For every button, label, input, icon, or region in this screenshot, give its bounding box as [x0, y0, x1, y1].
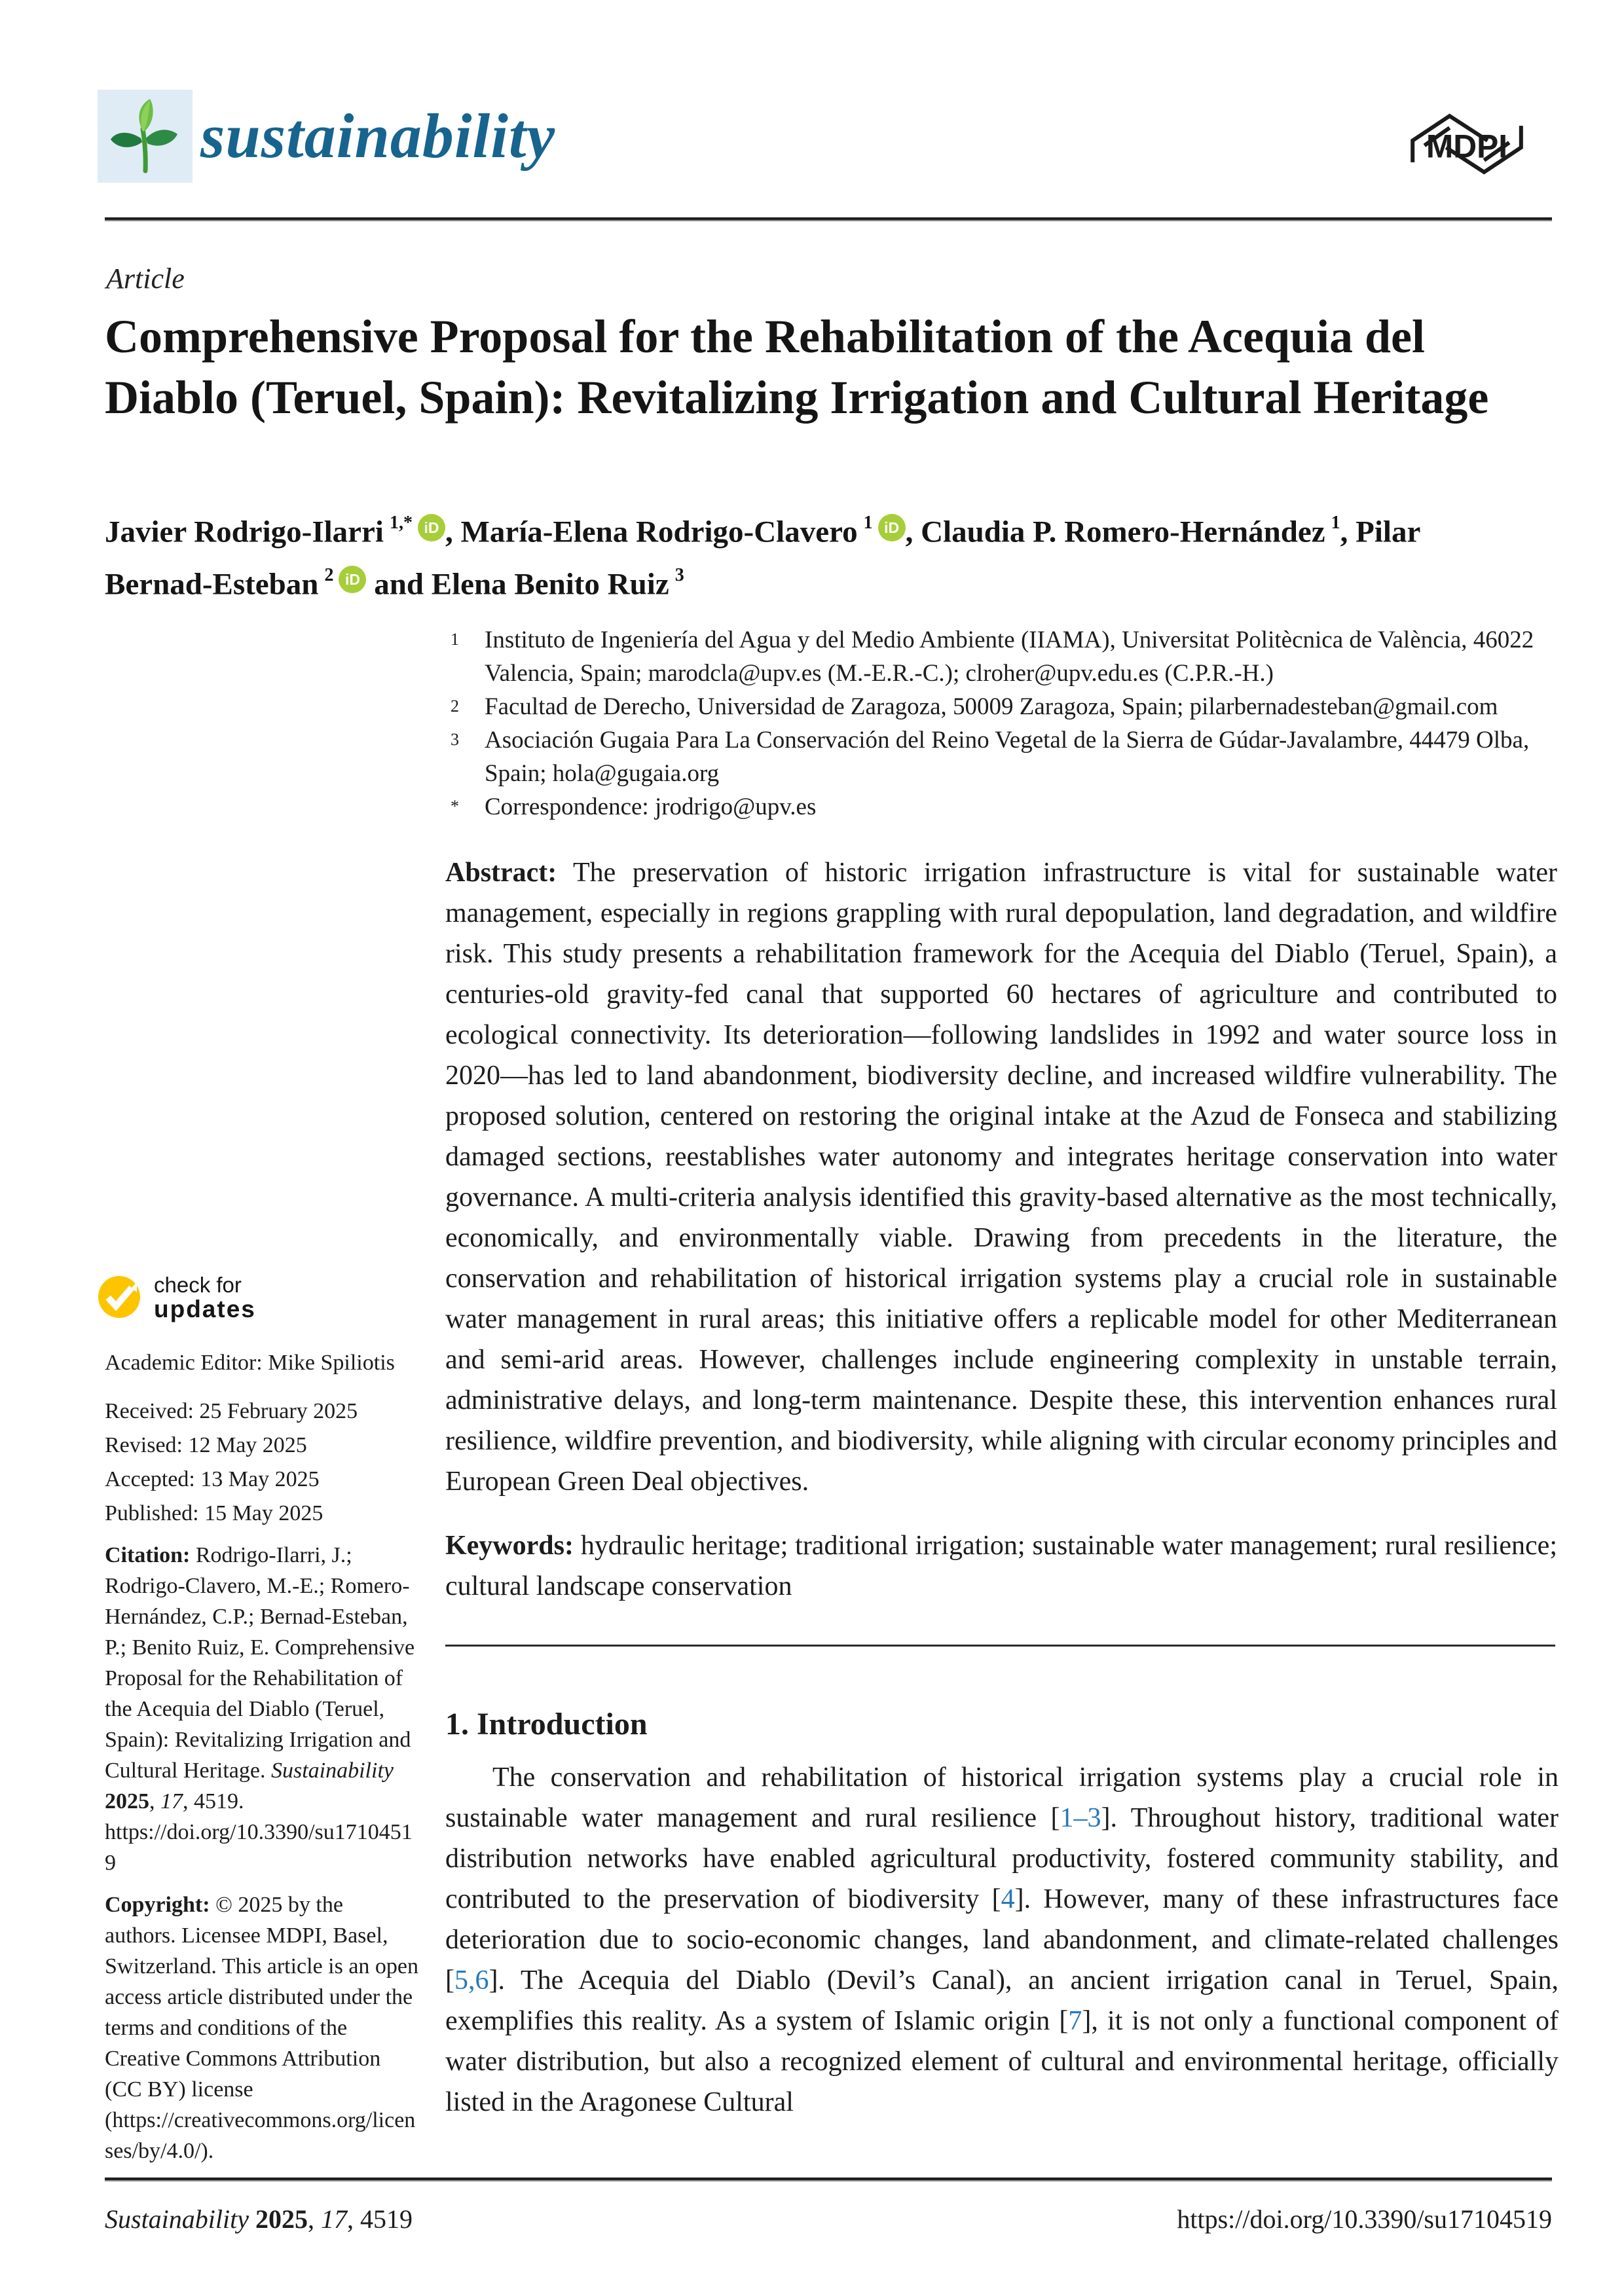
article-date: Revised: 12 May 2025: [105, 1433, 307, 1457]
article-date: Published: 15 May 2025: [105, 1501, 323, 1525]
affiliation-row: [451, 790, 1560, 824]
check-for-updates-badge[interactable]: [98, 1273, 256, 1321]
citation-ref-link[interactable]: 7: [1068, 2006, 1082, 2036]
article-date: Received: 25 February 2025: [105, 1399, 358, 1423]
mdpi-logo-text: MDPI: [1426, 128, 1508, 165]
author-name: Javier Rodrigo-Ilarri: [105, 515, 384, 549]
journal-name: sustainability: [200, 101, 556, 171]
affiliation-marker: 3: [451, 730, 459, 749]
authors-line: [105, 503, 1526, 607]
keywords-label: Keywords:: [445, 1531, 574, 1561]
seedling-icon: [109, 98, 181, 175]
author-name: Elena Benito Ruiz: [431, 567, 669, 602]
author-separator: ,: [445, 515, 461, 549]
copyright-label: Copyright:: [105, 1893, 216, 1917]
crossmark-check-icon: [98, 1275, 141, 1319]
article-date: Accepted: 13 May 2025: [105, 1467, 320, 1491]
copyright-text: © 2025 by the authors. Licensee MDPI, Basel, Switzerland. This article is an open access article distributed under the terms and conditions of the Creative Commons Attribution (CC BY) license (https://creativecommons.org/licenses/by/4.0/).: [105, 1893, 419, 2163]
section-heading-introduction: 1. Introduction: [445, 1707, 648, 1741]
copyright-block: [105, 1889, 419, 2166]
author-affiliation-sup: 2: [324, 564, 334, 585]
author-separator: and: [366, 567, 432, 602]
affiliations-list: [451, 623, 1560, 824]
keywords: [445, 1525, 1557, 1607]
author-affiliation-sup: 1,*: [389, 513, 413, 533]
affiliation-row: [451, 690, 1560, 723]
footer-divider: [105, 2178, 1552, 2181]
orcid-icon[interactable]: iD: [418, 514, 445, 541]
affiliation-marker: *: [451, 797, 459, 816]
academic-editor: Academic Editor: Mike Spiliotis: [105, 1351, 395, 1375]
footer-doi-link[interactable]: https://doi.org/10.3390/su17104519: [1177, 2204, 1552, 2234]
author-affiliation-sup: 1: [863, 513, 873, 533]
abstract-text: The preservation of historic irrigation infrastructure is vital for sustainable water management, especially in regions grappling with rural depopulation, land degradation, and wildfire risk. This study presents a rehabilitation framework for the Acequia del Diablo (Teruel, Spain), a centuries-old gravity-fed canal that supported 60 hectares of agriculture and contributed to ecological connectivity. Its deterioration—following landslides in 1992 and water source loss in 2020—has led to land abandonment, biodiversity decline, and increased wildfire vulnerability. The proposed solution, centered on restoring the original intake at the Azud de Fonseca and stabilizing damaged sections, reestablishes water autonomy and integrates heritage conservation into water governance. A multi-criteria analysis identified this gravity-based alternative as the most technically, economically, and environmentally viable. Drawing from precedents in the literature, the conservation and rehabilitation of historical irrigation systems play a crucial role in sustainable water management in rural areas; this initiative offers a replicable model for other Mediterranean and semi-arid areas. However, challenges include engineering complexity in unstable terrain, administrative delays, and long-term maintenance. Despite these, this intervention enhances rural resilience, wildfire prevention, and biodiversity, while aligning with circular economy principles and European Green Deal objectives.: [445, 858, 1557, 1497]
author-separator: ,: [1340, 515, 1356, 549]
header-divider: [105, 217, 1552, 221]
mdpi-logo[interactable]: [1401, 102, 1532, 186]
affiliation-row: [451, 623, 1560, 690]
citation-ref-link[interactable]: 4: [1001, 1884, 1015, 1914]
author-name: Pilar Bernad-Esteban: [105, 515, 1420, 602]
author-separator: ,: [905, 515, 921, 549]
author-name: Claudia P. Romero-Hernández: [921, 515, 1325, 549]
affiliation-marker: 1: [451, 630, 459, 649]
affiliation-marker: 2: [451, 697, 459, 716]
keywords-divider: [445, 1645, 1555, 1647]
affiliation-text: Correspondence: jrodrigo@upv.es: [485, 793, 817, 820]
page-title: Comprehensive Proposal for the Rehabilitation of the Acequia del Diablo (Teruel, Spain): Revitalizing Irrigation and Cultural Heritage: [105, 310, 1489, 424]
journal-logo[interactable]: [98, 90, 193, 183]
author-name: María-Elena Rodrigo-Clavero: [460, 515, 858, 549]
author-affiliation-sup: 3: [674, 564, 684, 585]
orcid-icon[interactable]: iD: [339, 566, 366, 593]
citation-ref-link[interactable]: 1–3: [1060, 1803, 1101, 1833]
footer-journal-ref: Sustainability 2025, 17, 4519: [105, 2204, 413, 2234]
check-for-updates-label: check for updates: [154, 1273, 256, 1322]
affiliation-row: [451, 723, 1560, 790]
abstract-label: Abstract:: [445, 858, 557, 888]
orcid-icon[interactable]: iD: [878, 514, 906, 541]
keywords-text: hydraulic heritage; traditional irrigation; sustainable water management; rural resilience; cultural landscape conservation: [445, 1531, 1557, 1601]
affiliation-text: Instituto de Ingeniería del Agua y del Medio Ambiente (IIAMA), Universitat Politècnica de València, 46022 Valencia, Spain; marodcla@upv.es (M.-E.R.-C.); clroher@upv.edu.es (C.P.R.-H.): [485, 627, 1534, 687]
citation-ref-link[interactable]: 5,6: [454, 1965, 489, 1995]
citation-text: Rodrigo-Ilarri, J.; Rodrigo-Clavero, M.-E.; Romero-Hernández, C.P.; Bernad-Esteban, P.; Benito Ruiz, E. Comprehensive Proposal for the Rehabilitation of the Acequia del Diablo (Teruel, Spain): Revitalizing Irrigation and Cultural Heritage. Sustainability 2025, 17, 4519. https://doi.org/10.3390/su17104519: [105, 1543, 415, 1875]
footer: [105, 2204, 1552, 2234]
citation-label: Citation:: [105, 1543, 196, 1567]
affiliation-text: Asociación Gugaia Para La Conservación del Reino Vegetal de la Sierra de Gúdar-Javalambre, 44479 Olba, Spain; hola@gugaia.org: [485, 727, 1530, 787]
citation-block: [105, 1540, 419, 1878]
article-type-label: Article: [106, 263, 185, 295]
introduction-paragraph: The conservation and rehabilitation of historical irrigation systems play a crucial role in sustainable water management and rural resilience [1–3]. Throughout history, traditional water distribution networks have enabled agricultural productivity, fostered community stability, and contributed to the preservation of biodiversity [4]. However, many of these infrastructures face deterioration due to socio-economic changes, land abandonment, and climate-related challenges [5,6]. The Acequia del Diablo (Devil’s Canal), an ancient irrigation canal in Teruel, Spain, exemplifies this reality. As a system of Islamic origin [7], it is not only a functional component of water distribution, but also a recognized element of cultural and environmental heritage, officially listed in the Aragonese Cultural: [445, 1762, 1559, 2117]
author-affiliation-sup: 1: [1331, 513, 1340, 533]
article-dates: [105, 1394, 419, 1531]
abstract: [445, 852, 1557, 1502]
affiliation-text: Facultad de Derecho, Universidad de Zaragoza, 50009 Zaragoza, Spain; pilarbernadesteban@gmail.com: [485, 693, 1498, 720]
